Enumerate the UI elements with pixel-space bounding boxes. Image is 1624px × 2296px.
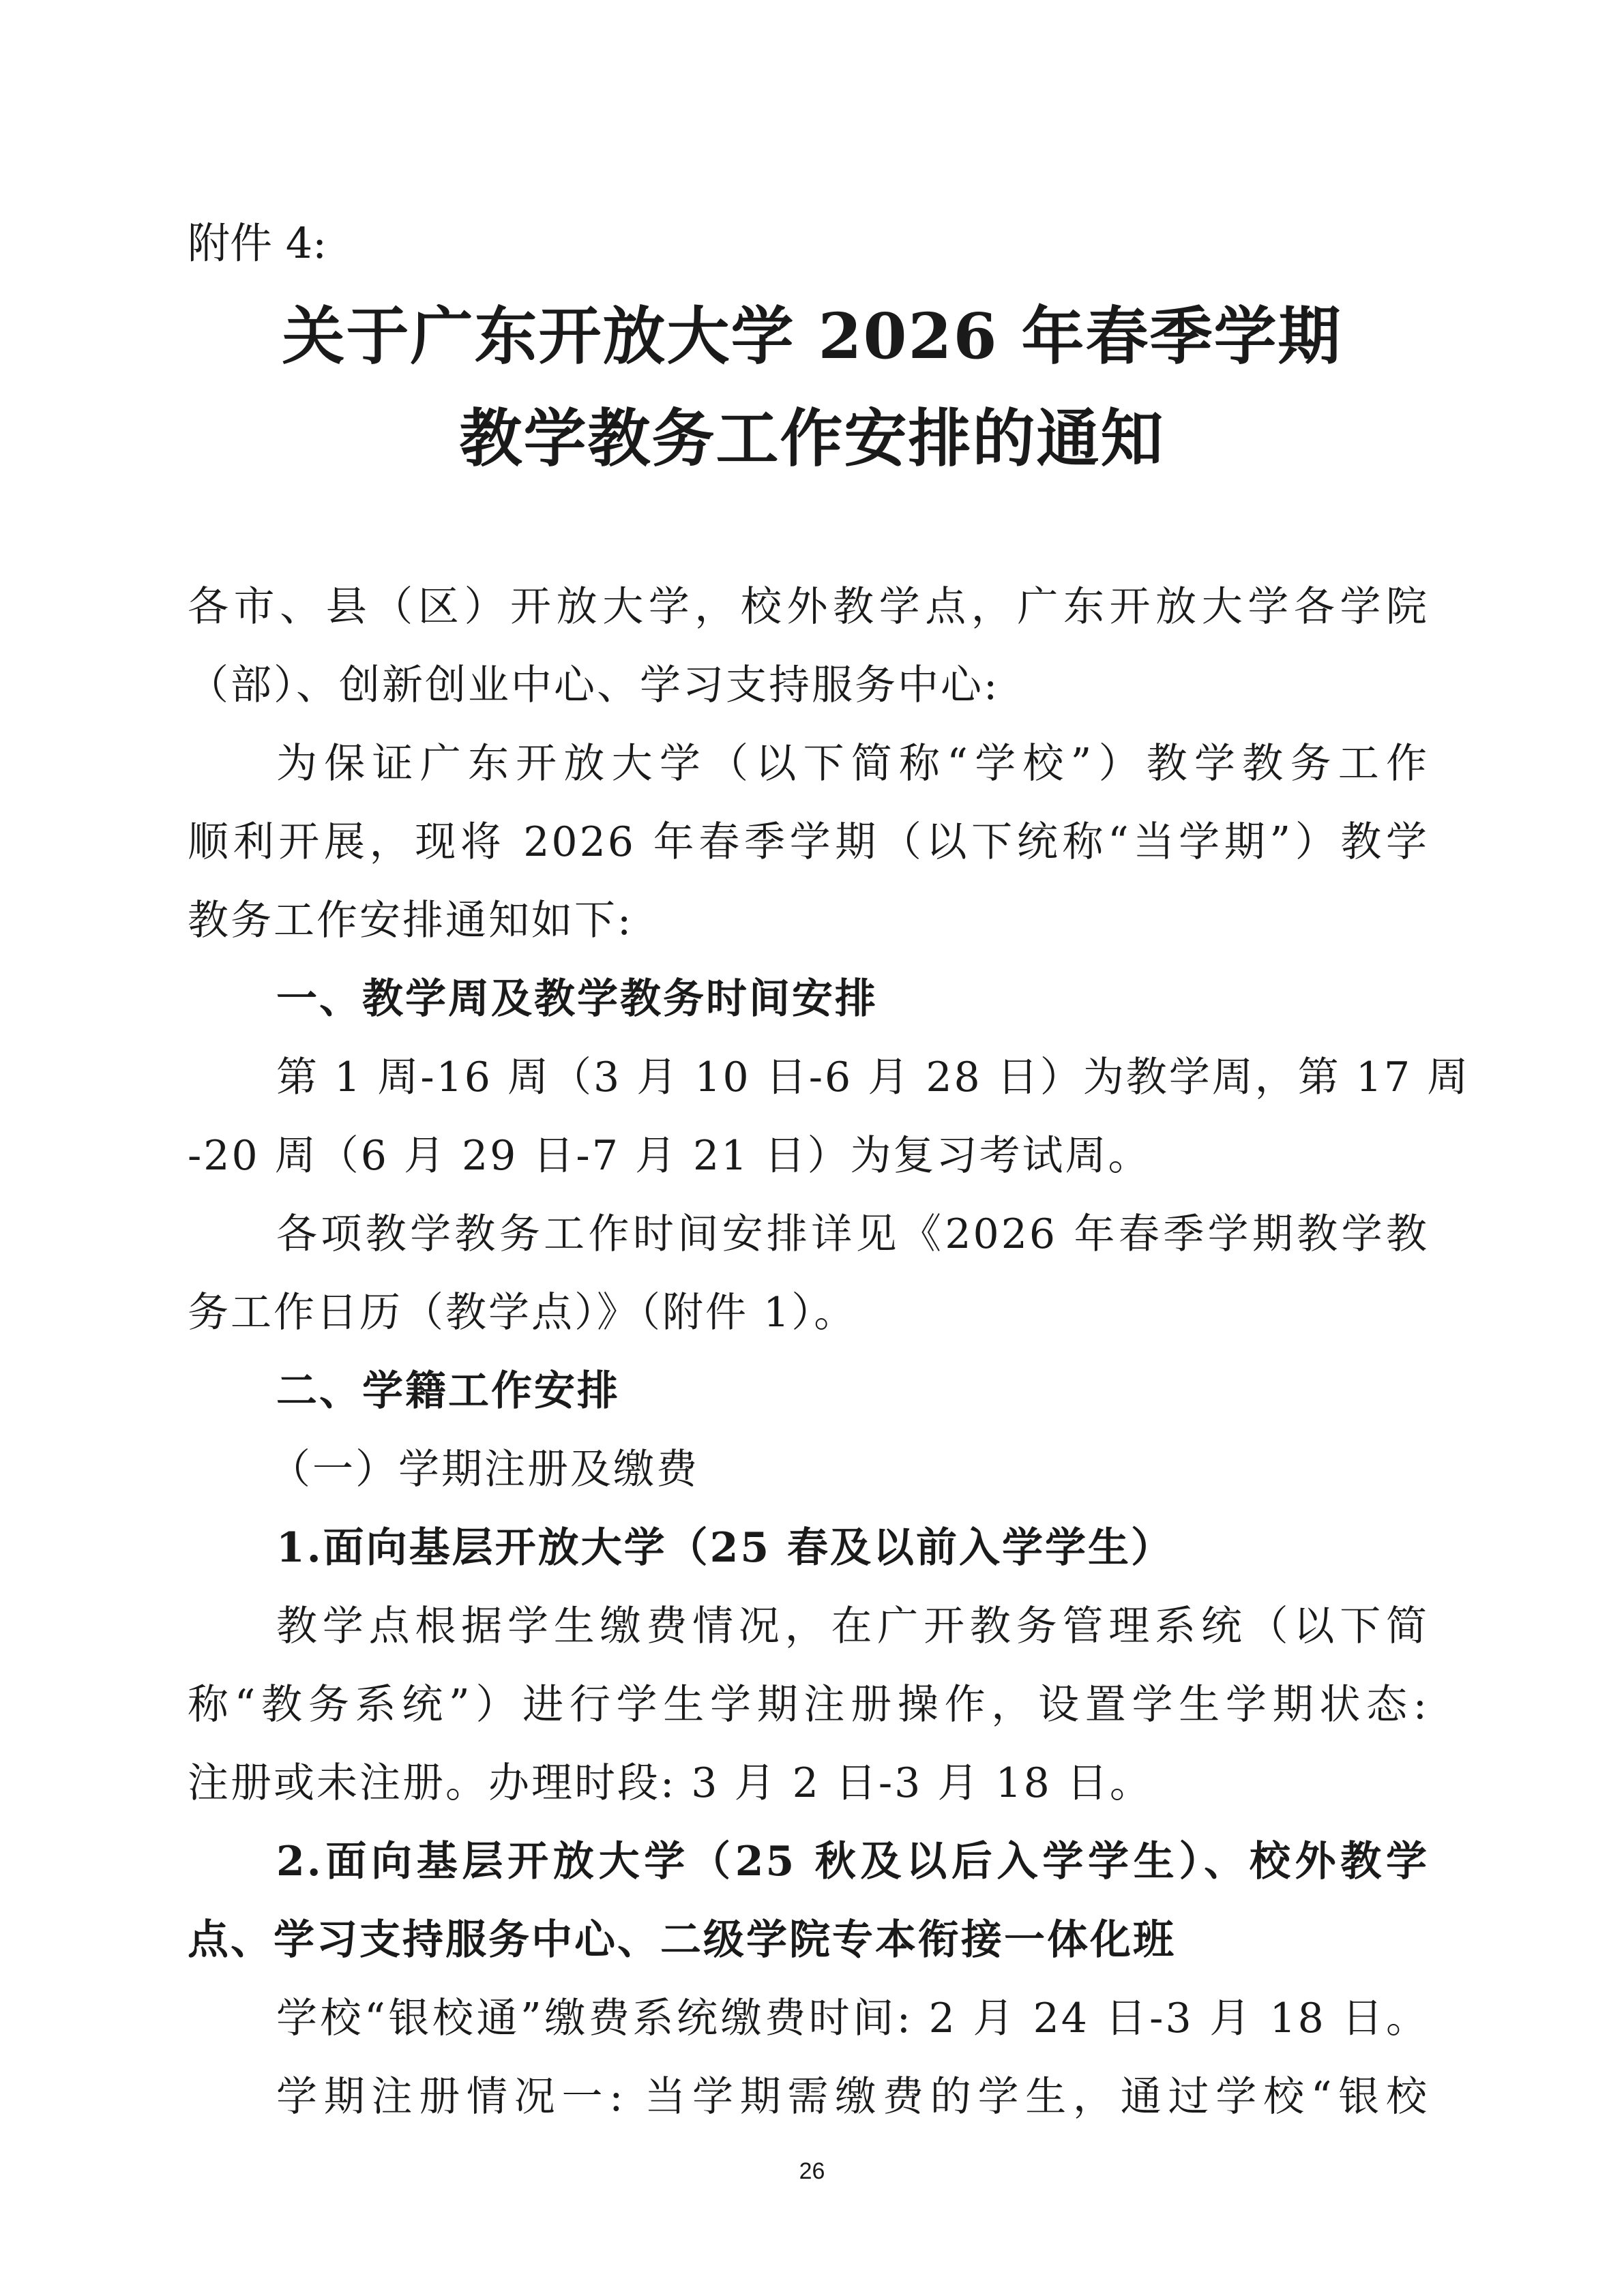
section-heading-2: 二、学籍工作安排 — [276, 1367, 620, 1415]
paragraph-intro-line-3: 教务工作安排通知如下: — [188, 897, 634, 944]
paragraph-weeks-line-2: -20 周（6 月 29 日-7 月 21 日）为复习考试周。 — [188, 1132, 1151, 1180]
section-heading-1: 一、教学周及教学教务时间安排 — [276, 975, 878, 1023]
paragraph-registration-line-2: 称“教务系统”）进行学生学期注册操作，设置学生学期状态: — [188, 1681, 1429, 1729]
item-heading-2-line-2: 点、学习支持服务中心、二级学院专本衔接一体化班 — [188, 1916, 1176, 1964]
item-heading-1: 1.面向基层开放大学（25 春及以前入学学生） — [276, 1524, 1175, 1572]
paragraph-calendar-line-1: 各项教学教务工作时间安排详见《2026 年春季学期教学教 — [276, 1210, 1429, 1258]
paragraph-calendar-line-2: 务工作日历（教学点）》（附件 1）。 — [188, 1289, 857, 1337]
paragraph-registration-line-3: 注册或未注册。办理时段: 3 月 2 日-3 月 18 日。 — [188, 1759, 1153, 1807]
paragraph-registration-line-1: 教学点根据学生缴费情况，在广开教务管理系统（以下简 — [276, 1602, 1429, 1650]
document-title-line-2: 教学教务工作安排的通知 — [459, 402, 1165, 475]
item-heading-2-line-1: 2.面向基层开放大学（25 秋及以后入学学生）、校外教学 — [276, 1838, 1429, 1885]
paragraph-registration-case-1: 学期注册情况一: 当学期需缴费的学生，通过学校“银校 — [276, 2073, 1429, 2121]
paragraph-intro-line-2: 顺利开展，现将 2026 年春季学期（以下统称“当学期”）教学 — [188, 818, 1429, 866]
paragraph-addressee-line-2: （部）、创新创业中心、学习支持服务中心: — [188, 661, 1000, 709]
page-number: 26 — [799, 2158, 825, 2184]
document-title-line-1: 关于广东开放大学 2026 年春季学期 — [282, 299, 1342, 373]
paragraph-intro-line-1: 为保证广东开放大学（以下简称“学校”）教学教务工作 — [276, 740, 1429, 788]
attachment-label: 附件 4: — [188, 218, 327, 268]
paragraph-weeks-line-1: 第 1 周-16 周（3 月 10 日-6 月 28 日）为教学周，第 17 周 — [276, 1054, 1471, 1101]
subsection-heading-2-1: （一）学期注册及缴费 — [269, 1446, 699, 1493]
paragraph-payment-time: 学校“银校通”缴费系统缴费时间: 2 月 24 日-3 月 18 日。 — [276, 1995, 1429, 2042]
paragraph-addressee-line-1: 各市、县（区）开放大学，校外教学点，广东开放大学各学院 — [188, 583, 1429, 631]
